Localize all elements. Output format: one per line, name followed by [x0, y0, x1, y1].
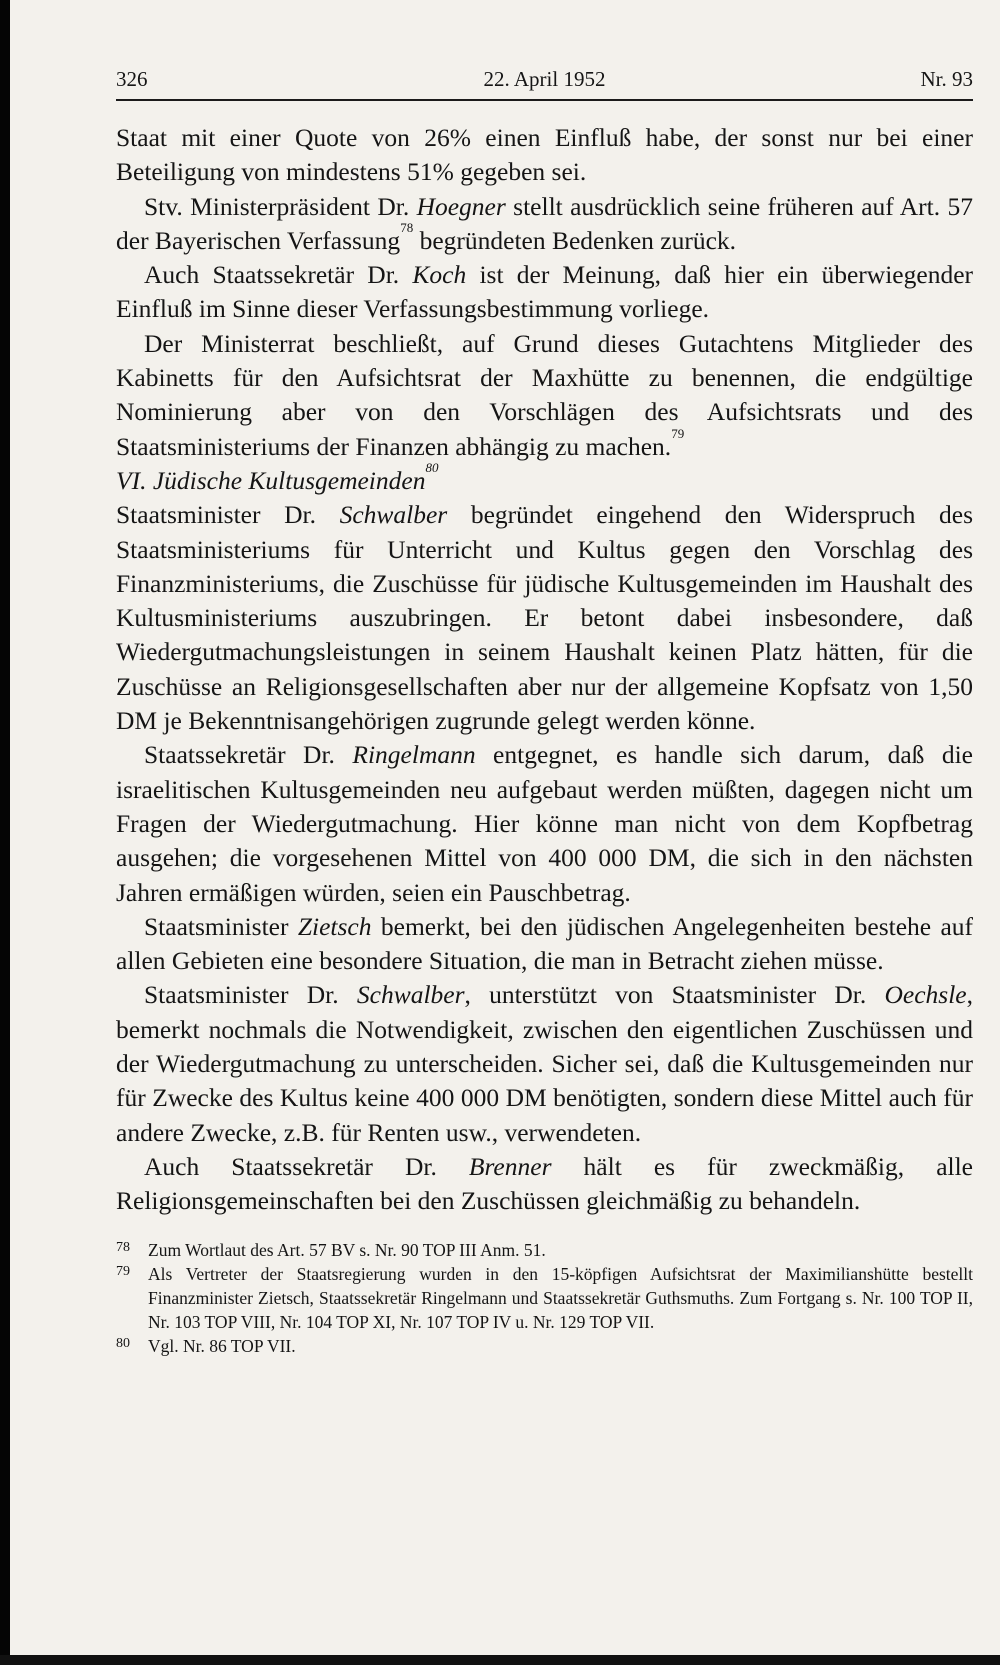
- header-issue-number: Nr. 93: [920, 67, 973, 91]
- person-name: Oechsle: [884, 980, 967, 1010]
- person-name: Schwalber: [339, 500, 448, 530]
- paragraph-6: Staatssekretär Dr. Ringelmann entgegnet, es handle sich darum, daß die israelitischen Kultusgemeinden neu aufgebaut werden müßten, dagegen nicht um Fragen der Wiedergutmachung. Hier könne man nicht von dem Kopfbetrag ausgehen; die vorgesehenen Mittel von 400 000 DM, die sich in den nächsten Jahren ermäßigen würden, seien ein Pauschbetrag.: [116, 740, 973, 907]
- section-heading: VI. Jüdische Kultusgemeinden$^{80}$: [116, 459, 439, 495]
- main-text: [116, 121, 973, 1219]
- paragraph-9: Auch Staatssekretär Dr. Brenner hält es für zweckmäßig, alle Religionsgemeinschaften bei den Zuschüssen gleichmäßig zu behandeln.: [116, 1151, 973, 1216]
- paragraph-7: Staatsminister Zietsch bemerkt, bei den jüdischen Angelegenheiten bestehe auf allen Gebieten eine besondere Situation, die man in Betracht ziehen müsse.: [116, 911, 974, 976]
- footnote-ref-80: 80: [425, 459, 439, 475]
- person-name: Schwalber: [356, 980, 465, 1010]
- page-number: 326: [116, 67, 148, 91]
- person-name: Koch: [412, 260, 467, 290]
- header-rule: [116, 99, 973, 101]
- footnote-80: 80 Vgl. Nr. 86 TOP VII.: [116, 1336, 296, 1356]
- paragraph-4: Der Ministerrat beschließt, auf Grund dieses Gutachtens Mitglieder des Kabinetts für den Aufsichtsrat der Maxhütte zu benennen, die endgültige Nominierung aber von den Vorschlägen des Aufsichtsrats und des Staatsministeriums der Finanzen abhängig zu machen.$^{79}$: [116, 328, 973, 461]
- person-name: Hoegner: [416, 191, 506, 221]
- footnote-ref-78: 78: [400, 219, 414, 235]
- footnote-ref-79: 79: [671, 425, 685, 441]
- person-name: Ringelmann: [352, 740, 476, 770]
- scan-bottom-edge: [0, 1655, 1000, 1665]
- paragraph-3: Auch Staatssekretär Dr. Koch ist der Meinung, daß hier ein überwiegender Einfluß im Sinne dieser Verfassungsbestimmung vorliege.: [116, 260, 973, 324]
- person-name: Zietsch: [297, 911, 372, 941]
- page-header: [116, 60, 973, 100]
- footnote-79: 79 Als Vertreter der Staatsregierung wurden in den 15-köpfigen Aufsichtsrat der Maximilianshütte bestellt Finanzminister Zietsch, Staatssekretär Ringelmann und Staatssekretär Guthsmuths. Zum Fortgang s. Nr. 100 TOP II, Nr. 103 TOP VIII, Nr. 104 TOP XI, Nr. 107 TOP IV u. Nr. 129 TOP VII.: [116, 1264, 973, 1332]
- paragraph-8: Staatsminister Dr. Schwalber, unterstützt von Staatsminister Dr. Oechsle, bemerkt nochmals die Notwendigkeit, zwischen den eigentlichen Zuschüssen und der Wiedergutmachung zu unterscheiden. Sicher sei, daß die Kultusgemeinden nur für Zwecke des Kultus keine 400 000 DM benötigten, sondern diese Mittel auch für andere Zwecke, z.B. für Renten usw., verwendeten.: [116, 980, 974, 1147]
- footnote-78: 78 Zum Wortlaut des Art. 57 BV s. Nr. 90 TOP III Anm. 51.: [116, 1240, 546, 1260]
- scan-edge-shadow: [0, 0, 10, 1665]
- paragraph-2: Stv. Ministerpräsident Dr. Hoegner stellt ausdrücklich seine früheren auf Art. 57 der Bayerischen Verfassung$^{78}$ begründeten Bedenken zurück.: [116, 191, 973, 255]
- person-name: Brenner: [468, 1151, 552, 1181]
- header-date: 22. April 1952: [483, 67, 606, 91]
- paragraph-5: Staatsminister Dr. Schwalber begründet eingehend den Widerspruch des Staatsministeriums für Unterricht und Kultus gegen den Vorschlag des Finanzministeriums, die Zuschüsse für jüdische Kultusgemeinden im Haushalt des Kultusministeriums auszubringen. Er betont dabei insbesondere, daß Wiedergutmachungsleistungen in seinem Haushalt keinen Platz hätten, für die Zuschüsse an Religionsgesellschaften aber nur der allgemeine Kopfsatz von 1,50 DM je Bekenntnisangehörigen zugrunde gelegt werden könne.: [116, 500, 973, 736]
- footnotes: [116, 1238, 973, 1358]
- paragraph-1: Staat mit einer Quote von 26% einen Einfluß habe, der sonst nur bei einer Beteiligung von mindestens 51% gegeben sei.: [116, 123, 973, 187]
